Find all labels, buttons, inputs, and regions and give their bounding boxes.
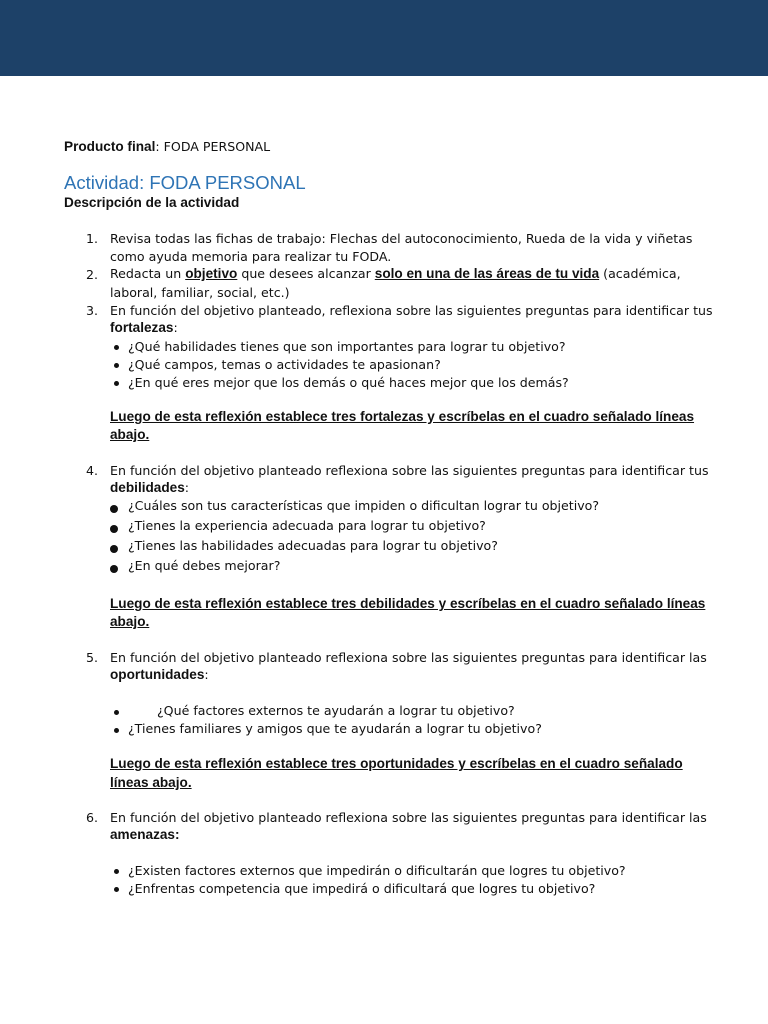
bullet-icon	[114, 869, 119, 874]
producto-label: Producto final	[64, 139, 156, 154]
bullet-icon	[110, 505, 118, 513]
item-text: Revisa todas las fichas de trabajo: Flechas del autoconocimiento, Rueda de la vida y viñetas	[110, 231, 693, 246]
item-number: 4.	[85, 463, 98, 478]
item-text: como ayuda memoria para realizar tu FODA.	[110, 249, 392, 264]
instruction-note: Luego de esta reflexión establece tres fortalezas y escríbelas en el cuadro señalado líneas	[110, 409, 695, 424]
bullet-text: ¿Tienes las habilidades adecuadas para lograr tu objetivo?	[128, 538, 498, 553]
bullet-icon	[114, 381, 119, 386]
bullet-text: ¿Existen factores externos que impedirán o dificultarán que logres tu objetivo?	[128, 863, 626, 878]
instruction-note: Luego de esta reflexión establece tres oportunidades y escríbelas en el cuadro señalado	[110, 756, 683, 771]
bullet-text: ¿Tienes familiares y amigos que te ayudarán a lograr tu objetivo?	[128, 721, 542, 736]
item-number: 2.	[85, 267, 98, 282]
bullet-icon	[110, 525, 118, 533]
instruction-note: líneas abajo.	[110, 775, 192, 790]
bullet-icon	[114, 728, 119, 733]
bullet-text: ¿Qué habilidades tienes que son importantes para lograr tu objetivo?	[128, 339, 566, 354]
bullet-icon	[110, 565, 118, 573]
item-text: En función del objetivo planteado reflexiona sobre las siguientes preguntas para identificar las	[110, 810, 707, 825]
item-keyword-line: debilidades:	[110, 480, 190, 495]
bullet-icon	[114, 345, 119, 350]
debilidades-keyword: debilidades	[110, 480, 185, 495]
bullet-icon	[114, 887, 119, 892]
item-number: 3.	[85, 303, 98, 318]
bullet-icon	[110, 545, 118, 553]
objetivo-keyword: objetivo	[185, 266, 238, 281]
bullet-text: ¿En qué debes mejorar?	[128, 558, 281, 573]
actividad-subtitle: Descripción de la actividad	[64, 195, 240, 210]
fortalezas-keyword: fortalezas	[110, 320, 174, 335]
instruction-note: Luego de esta reflexión establece tres debilidades y escríbelas en el cuadro señalado líneas	[110, 596, 706, 611]
item-text: laboral, familiar, social, etc.)	[110, 285, 290, 300]
item-number: 1.	[85, 231, 98, 246]
bullet-text: ¿En qué eres mejor que los demás o qué haces mejor que los demás?	[128, 375, 569, 390]
item-number: 6.	[85, 810, 98, 825]
bullet-text: ¿Tienes la experiencia adecuada para lograr tu objetivo?	[128, 518, 486, 533]
actividad-title: Actividad: FODA PERSONAL	[64, 172, 306, 193]
oportunidades-keyword: oportunidades	[110, 667, 205, 682]
item-text: En función del objetivo planteado, reflexiona sobre las siguientes preguntas para identificar tus	[110, 303, 713, 318]
item-keyword-line: fortalezas:	[110, 320, 178, 335]
bullet-icon	[114, 363, 119, 368]
bullet-text: ¿Cuáles son tus características que impiden o dificultan lograr tu objetivo?	[128, 498, 600, 513]
instruction-note: abajo.	[110, 614, 150, 629]
header-band	[0, 0, 768, 76]
amenazas-keyword: amenazas:	[110, 827, 180, 842]
bullet-text: ¿Qué campos, temas o actividades te apasionan?	[128, 357, 441, 372]
producto-sep: :	[155, 139, 160, 154]
instruction-note: abajo.	[110, 427, 150, 442]
bullet-text: ¿Qué factores externos te ayudarán a lograr tu objetivo?	[157, 703, 515, 718]
item-text: Redacta un objetivo que desees alcanzar solo en una de las áreas de tu vida (académica,	[110, 266, 681, 281]
bullet-text: ¿Enfrentas competencia que impedirá o dificultará que logres tu objetivo?	[128, 881, 596, 896]
producto-value: FODA PERSONAL	[163, 139, 271, 154]
item-number: 5.	[85, 650, 98, 665]
area-keyword: solo en una de las áreas de tu vida	[374, 266, 600, 281]
item-keyword-line: oportunidades:	[110, 667, 209, 682]
producto-final-line	[64, 139, 270, 154]
item-text: En función del objetivo planteado reflexiona sobre las siguientes preguntas para identificar tus	[110, 463, 709, 478]
item-text: En función del objetivo planteado reflexiona sobre las siguientes preguntas para identificar las	[110, 650, 707, 665]
bullet-icon	[114, 710, 119, 715]
